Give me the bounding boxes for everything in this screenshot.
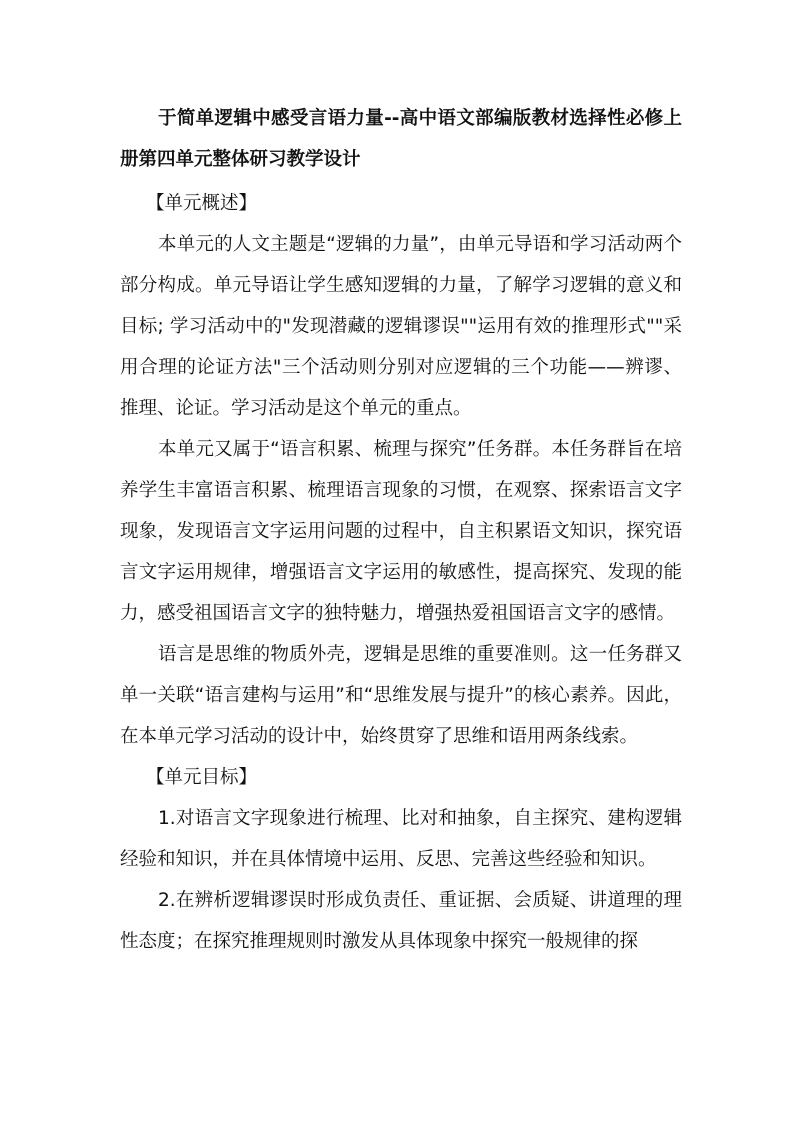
goal-paragraph-2: 2.在辨析逻辑谬误时形成负责任、重证据、会质疑、讲道理的理性态度；在探究推理规则时激发从具体现象中探究一般规律的探 <box>120 890 682 952</box>
goal-paragraph-1: 1.对语言文字现象进行梳理、比对和抽象，自主探究、建构逻辑经验和知识，并在具体情境中运用、反思、完善这些经验和知识。 <box>120 808 682 870</box>
section-heading-overview: 【单元概述】 <box>146 193 258 214</box>
overview-paragraph-2: 本单元又属于“语言积累、梳理与探究”任务群。本任务群旨在培养学生丰富语言积累、梳理语言现象的习惯，在观察、探索语言文字现象，发现语言文字运用问题的过程中，自主积累语文知识，探究语言文字运用规律，增强语言文字运用的敏感性，提高探究、发现的能力，感受祖国语言文字的独特魅力，增强热爱祖国语言文字的感情。 <box>120 439 682 624</box>
document-body <box>120 98 682 962</box>
overview-paragraph-3: 语言是思维的物质外壳，逻辑是思维的重要准则。这一任务群又单一关联“语言建构与运用”和“思维发展与提升”的核心素养。因此，在本单元学习活动的设计中，始终贯穿了思维和语用两条线索。 <box>120 644 682 747</box>
section-heading-goals: 【单元目标】 <box>146 767 258 788</box>
document-title: 于简单逻辑中感受言语力量--高中语文部编版教材选择性必修上册第四单元整体研习教学设计 <box>120 108 682 170</box>
overview-paragraph-1: 本单元的人文主题是“逻辑的力量”，由单元导语和学习活动两个部分构成。单元导语让学生感知逻辑的力量，了解学习逻辑的意义和目标; 学习活动中的"发现潜藏的逻辑谬误""运用有效的推理形式""采用合理的论证方法"三个活动则分别对应逻辑的三个功能——辨谬、推理、论证。学习活动是这个单元的重点。 <box>120 234 682 419</box>
